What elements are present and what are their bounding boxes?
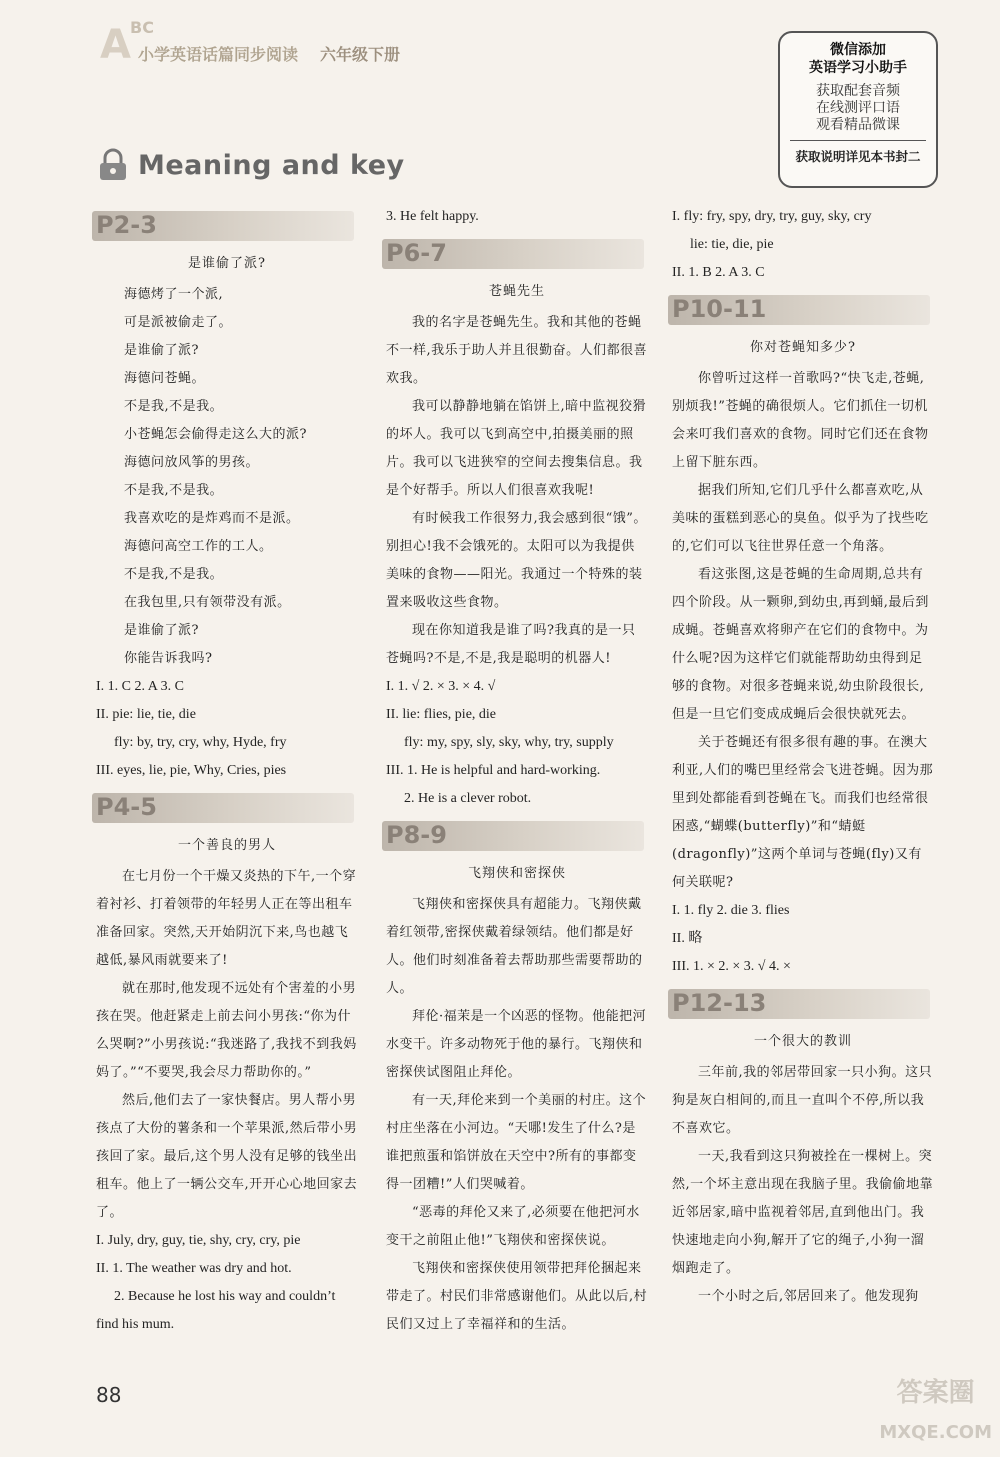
- poem-line: 不是我,不是我。: [124, 399, 224, 414]
- logo-letter-a: A: [100, 22, 131, 68]
- logo-letters-bc: BC: [130, 18, 154, 37]
- paragraph: 就在那时,他发现不远处有个害羞的小男孩在哭。他赶紧走上前去问小男孩:“你为什么哭啊?”小男孩说:“我迷路了,我找不到我妈妈了。”“不要哭,我会尽力帮助你的。”: [96, 981, 357, 1080]
- answer-line: lie: tie, die, pie: [690, 237, 774, 252]
- wechat-title-1: 微信添加: [830, 42, 886, 58]
- page-range-label: P6-7: [386, 239, 447, 267]
- answer-line: III. 1. × 2. × 3. √ 4. ×: [672, 959, 791, 974]
- page-range-label: P2-3: [96, 211, 157, 239]
- answer-line: 2. He is a clever robot.: [404, 791, 532, 806]
- paragraph: 飞翔侠和密探侠具有超能力。飞翔侠戴着红领带,密探侠戴着绿领结。他们都是好人。他们时刻准备着去帮助那些需要帮助的人。: [386, 897, 643, 996]
- poem-line: 可是派被偷走了。: [124, 315, 233, 330]
- answer-line: II. lie: flies, pie, die: [386, 707, 497, 722]
- poem-line: 我喜欢吃的是炸鸡而不是派。: [124, 511, 300, 526]
- paragraph: 拜伦·福茉是一个凶恶的怪物。他能把河水变干。许多动物死于他的暴行。飞翔侠和密探侠试图阻止拜伦。: [386, 1009, 647, 1080]
- grade-label: 六年级下册: [320, 45, 401, 64]
- answer-line: I. 1. C 2. A 3. C: [96, 679, 184, 694]
- wechat-line-3: 观看精品微课: [816, 117, 900, 133]
- paragraph: 飞翔侠和密探侠使用领带把拜伦捆起来带走了。村民们非常感谢他们。从此以后,村民们又过上了幸福祥和的生活。: [386, 1261, 648, 1332]
- paragraph: “恶毒的拜伦又来了,必须要在他把河水变干之前阻止他!”飞翔侠和密探侠说。: [386, 1205, 640, 1248]
- wechat-title-2: 英语学习小助手: [809, 60, 907, 76]
- answer-line: fly: my, spy, sly, sky, why, try, supply: [404, 735, 614, 750]
- poem-line: 海德问高空工作的工人。: [124, 539, 273, 554]
- paragraph: 在七月份一个干燥又炎热的下午,一个穿着衬衫、打着领带的年轻男人正在等出租车准备回家。突然,天开始阴沉下来,鸟也越飞越低,暴风雨就要来了!: [96, 869, 357, 968]
- page-range-label: P12-13: [672, 989, 767, 1017]
- watermark-line: MXQE.COM: [879, 1422, 992, 1443]
- watermark-line: 答案圈: [896, 1378, 975, 1408]
- paragraph: 现在你知道我是谁了吗?我真的是一只苍蝇吗?不是,不是,我是聪明的机器人!: [386, 623, 636, 666]
- page-range-header: [668, 985, 934, 1023]
- paragraph: 你曾听过这样一首歌吗?“快飞走,苍蝇,别烦我!”苍蝇的确很烦人。它们抓住一切机会来叮我们喜欢的食物。同时它们还在食物上留下脏东西。: [672, 371, 929, 470]
- paragraph: 我的名字是苍蝇先生。我和其他的苍蝇不一样,我乐于助人并且很勤奋。人们都很喜欢我。: [386, 315, 648, 386]
- page-range-label: P8-9: [386, 821, 447, 849]
- paragraph: 一个小时之后,邻居回来了。他发现狗: [698, 1289, 919, 1304]
- poem-line: 你能告诉我吗?: [124, 651, 213, 666]
- section-heading: [96, 148, 405, 182]
- answer-line: I. 1. √ 2. × 3. × 4. √: [386, 679, 496, 694]
- poem-line: 是谁偷了派?: [124, 343, 199, 358]
- answer-line: I. July, dry, guy, tie, shy, cry, cry, pie: [96, 1233, 301, 1248]
- lock-icon: [96, 148, 130, 182]
- story-title: 你对苍蝇知多少?: [750, 340, 856, 355]
- poem-line: 小苍蝇怎会偷得走这么大的派?: [124, 427, 307, 442]
- answer-line: I. fly: fry, spy, dry, try, guy, sky, cry: [672, 209, 872, 224]
- wechat-footer: 获取说明详见本书封二: [795, 149, 921, 164]
- poem-line: 海德烤了一个派,: [124, 287, 224, 302]
- paragraph: 有一天,拜伦来到一个美丽的村庄。这个村庄坐落在小河边。“天哪!发生了什么?是谁把煎蛋和馅饼放在天空中?所有的事都变得一团糟!”人们哭喊着。: [386, 1093, 647, 1192]
- poem-line: 海德问苍蝇。: [124, 371, 206, 386]
- paragraph: 有时候我工作很努力,我会感到很“饿”。别担心!我不会饿死的。太阳可以为我提供美味的食物——阳光。我通过一个特殊的装置来吸收这些食物。: [386, 511, 647, 610]
- poem-line: 在我包里,只有领带没有派。: [124, 595, 291, 610]
- answer-line: II. 1. The weather was dry and hot.: [96, 1261, 292, 1276]
- page-range-header: [668, 291, 934, 329]
- answer-line: II. 1. B 2. A 3. C: [672, 265, 765, 280]
- wechat-line-1: 获取配套音频: [816, 83, 900, 99]
- poem-line: 不是我,不是我。: [124, 483, 224, 498]
- poem-line: 是谁偷了派?: [124, 623, 199, 638]
- wechat-promo-box: [778, 31, 938, 188]
- poem: [96, 281, 358, 673]
- story-title: 一个很大的教训: [753, 1034, 852, 1049]
- answer-line: II. 略: [672, 931, 703, 946]
- page-range-header: [92, 207, 358, 245]
- column-2: [386, 203, 648, 1339]
- answer-line: III. 1. He is helpful and hard-working.: [386, 763, 601, 778]
- watermark: [879, 1373, 992, 1453]
- page-range-label: P4-5: [96, 793, 157, 821]
- paragraph: 一天,我看到这只狗被拴在一棵树上。突然,一个坏主意出现在我脑子里。我偷偷地靠近邻居家,暗中监视着邻居,直到他出门。我快速地走向小狗,解开了它的绳子,小狗一溜烟跑走了。: [672, 1149, 934, 1276]
- page-range-header: [382, 235, 648, 273]
- wechat-divider: [790, 140, 926, 141]
- wechat-line-2: 在线测评口语: [816, 100, 900, 116]
- answer-line: I. 1. fly 2. die 3. flies: [672, 903, 790, 918]
- paragraph: 关于苍蝇还有很多很有趣的事。在澳大利亚,人们的嘴巴里经常会飞进苍蝇。因为那里到处都能看到苍蝇在飞。而我们也经常很困惑,“蝴蝶(butterfly)”和“蜻蜓(dragonfly)”这两个单词与苍蝇(fly)又有何关联呢?: [672, 735, 934, 890]
- answer-line: 3. He felt happy.: [386, 209, 479, 224]
- page-range-label: P10-11: [672, 295, 767, 323]
- poem-line: 海德问放风筝的男孩。: [124, 455, 260, 470]
- story-title: 是谁偷了派?: [188, 256, 266, 271]
- answer-line: fly: by, try, cry, why, Hyde, fry: [114, 735, 287, 750]
- page-number: 88: [96, 1383, 122, 1407]
- poem-line: 不是我,不是我。: [124, 567, 224, 582]
- column-3: [672, 203, 934, 1311]
- page-range-header: [92, 789, 358, 827]
- answer-line: 2. Because he lost his way and couldn’t: [114, 1289, 336, 1304]
- series-title: 小学英语话篇同步阅读: [138, 45, 299, 64]
- paragraph: 我可以静静地躺在馅饼上,暗中监视狡猾的坏人。我可以飞到高空中,拍摄美丽的照片。我可以飞进狭窄的空间去搜集信息。我是个好帮手。所以人们很喜欢我呢!: [386, 399, 647, 498]
- paragraph: 据我们所知,它们几乎什么都喜欢吃,从美味的蛋糕到恶心的臭鱼。似乎为了找些吃的,它们可以飞往世界任意一个角落。: [672, 483, 929, 554]
- paragraph: 三年前,我的邻居带回家一只小狗。这只狗是灰白相间的,而且一直叫个不停,所以我不喜欢它。: [672, 1065, 933, 1136]
- story-title: 一个善良的男人: [177, 838, 276, 853]
- answer-line: III. eyes, lie, pie, Why, Cries, pies: [96, 763, 287, 778]
- story-title: 飞翔侠和密探侠: [467, 866, 566, 881]
- page-range-header: [382, 817, 648, 855]
- column-1: [96, 203, 358, 1339]
- section-title: Meaning and key: [138, 149, 405, 181]
- story-title: 苍蝇先生: [488, 284, 545, 299]
- paragraph: 看这张图,这是苍蝇的生命周期,总共有四个阶段。从一颗卵,到幼虫,再到蛹,最后到成蝇。苍蝇喜欢将卵产在它们的食物中。为什么呢?因为这样它们就能帮助幼虫得到足够的食物。对很多苍蝇来说,幼虫阶段很长,但是一旦它们变成成蝇后会很快就死去。: [672, 567, 929, 722]
- answer-line: find his mum.: [96, 1317, 175, 1332]
- paragraph: 然后,他们去了一家快餐店。男人帮小男孩点了大份的薯条和一个苹果派,然后带小男孩回了家。最后,这个男人没有足够的钱坐出租车。他上了一辆公交车,开开心心地回家去了。: [96, 1093, 358, 1220]
- answer-line: II. pie: lie, tie, die: [96, 707, 196, 722]
